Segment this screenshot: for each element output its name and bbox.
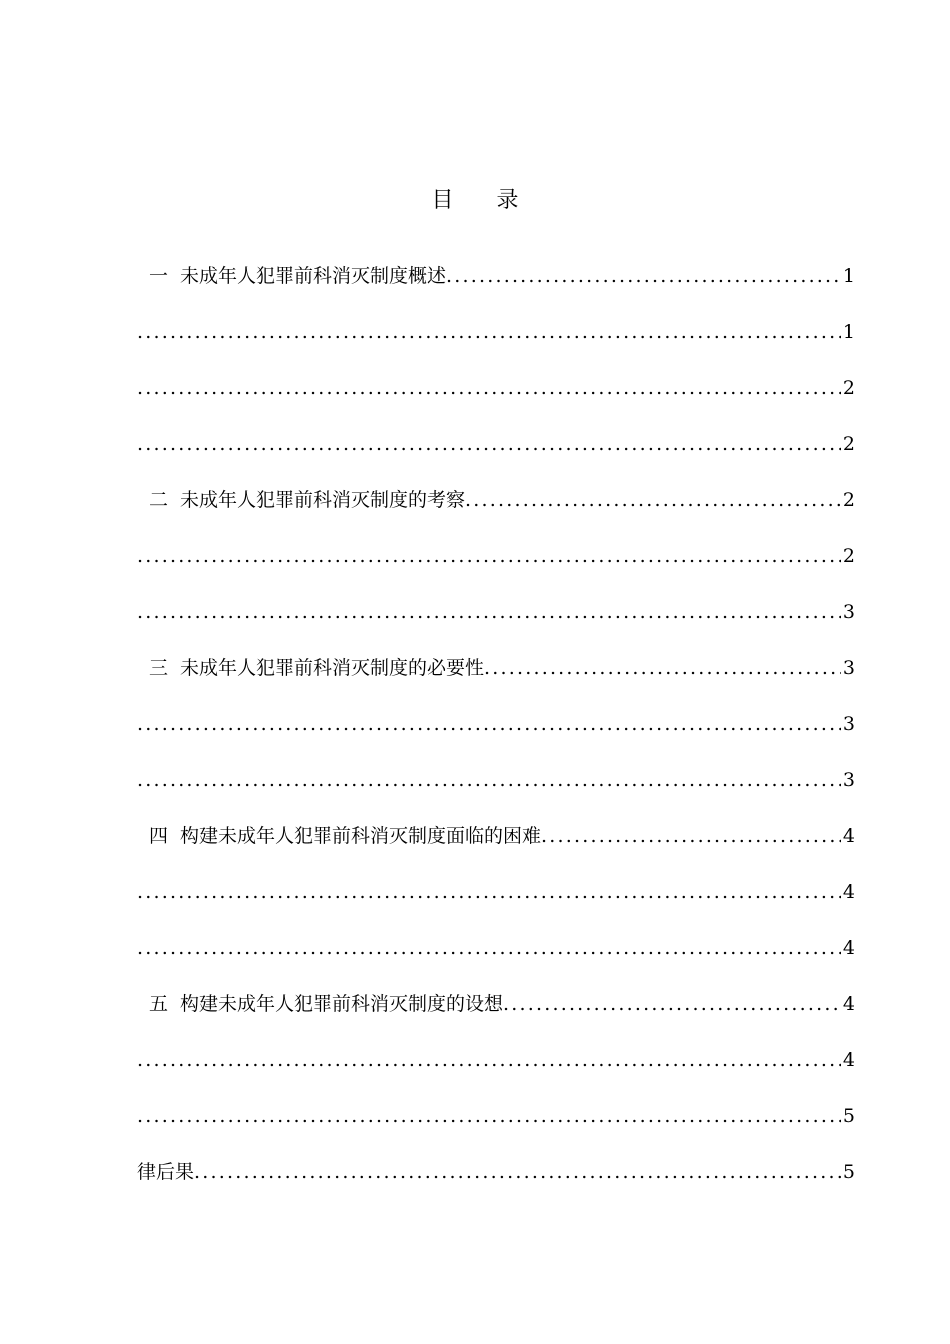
toc-entry-text xyxy=(137,822,541,850)
toc-entry-title: 未成年人犯罪前科消灭制度概述 xyxy=(180,265,447,287)
toc-page-number: 2 xyxy=(842,545,855,567)
toc-entry-number: 一 xyxy=(149,265,169,287)
toc-dot-leader xyxy=(137,542,841,570)
toc-page-number: 2 xyxy=(842,489,855,511)
toc-entry[interactable] xyxy=(137,542,855,598)
toc-dot-leader xyxy=(465,486,841,514)
toc-page-number: 1 xyxy=(842,321,855,343)
toc-page-number: 4 xyxy=(842,881,855,903)
toc-entry[interactable] xyxy=(137,710,855,766)
toc-entry-number: 四 xyxy=(149,825,169,847)
toc-page-number: 3 xyxy=(842,601,855,623)
toc-entry-title: 律后果 xyxy=(137,1161,195,1183)
toc-page-number: 5 xyxy=(842,1161,855,1183)
toc-dot-leader xyxy=(137,1046,841,1074)
toc-entry[interactable] xyxy=(137,486,855,542)
toc-entry-title: 构建未成年人犯罪前科消灭制度面临的困难 xyxy=(180,825,542,847)
toc-entry[interactable] xyxy=(137,934,855,990)
toc-dot-leader xyxy=(503,990,841,1018)
toc-page-number: 3 xyxy=(842,713,855,735)
toc-entry[interactable] xyxy=(137,598,855,654)
toc-entry[interactable] xyxy=(137,654,855,710)
toc-entry[interactable] xyxy=(137,1046,855,1102)
toc-entry[interactable] xyxy=(137,430,855,486)
toc-page-number: 2 xyxy=(842,377,855,399)
toc-page-number: 4 xyxy=(842,993,855,1015)
toc-entry[interactable] xyxy=(137,1158,855,1214)
toc-entry-text xyxy=(137,654,484,682)
toc-entry-title: 未成年人犯罪前科消灭制度的必要性 xyxy=(180,657,485,679)
toc-page-number: 3 xyxy=(842,769,855,791)
toc-dot-leader xyxy=(137,1102,841,1130)
toc-page-number: 2 xyxy=(842,433,855,455)
toc-dot-leader xyxy=(194,1158,841,1186)
toc-entry-title: 构建未成年人犯罪前科消灭制度的设想 xyxy=(180,993,504,1015)
toc-page-number: 5 xyxy=(842,1105,855,1127)
toc-page-number: 4 xyxy=(842,825,855,847)
toc-entry[interactable] xyxy=(137,318,855,374)
toc-entry[interactable] xyxy=(137,990,855,1046)
toc-entry-title: 未成年人犯罪前科消灭制度的考察 xyxy=(180,489,466,511)
toc-dot-leader xyxy=(137,934,841,962)
toc-entry-number: 五 xyxy=(149,993,169,1015)
toc-entry-number: 三 xyxy=(149,657,169,679)
toc-entry-text xyxy=(137,262,446,290)
toc-dot-leader xyxy=(137,766,841,794)
toc-dot-leader xyxy=(137,598,841,626)
toc-page-number: 4 xyxy=(842,937,855,959)
toc-dot-leader xyxy=(137,878,841,906)
toc-dot-leader xyxy=(137,710,841,738)
toc-dot-leader xyxy=(137,318,841,346)
toc-dot-leader xyxy=(446,262,841,290)
toc-entry[interactable] xyxy=(137,374,855,430)
toc-page-number: 3 xyxy=(842,657,855,679)
toc-entry[interactable] xyxy=(137,822,855,878)
toc-page-number: 1 xyxy=(842,265,855,287)
toc-title: 目 录 xyxy=(431,188,537,213)
toc-dot-leader xyxy=(137,430,841,458)
toc-entry[interactable] xyxy=(137,262,855,318)
toc-page-number: 4 xyxy=(842,1049,855,1071)
toc-entry-text xyxy=(137,486,465,514)
toc-list xyxy=(137,262,855,1214)
toc-entry[interactable] xyxy=(137,766,855,822)
toc-dot-leader xyxy=(541,822,841,850)
toc-entry-text xyxy=(137,990,503,1018)
toc-entry[interactable] xyxy=(137,878,855,934)
toc-dot-leader xyxy=(137,374,841,402)
toc-entry[interactable] xyxy=(137,1102,855,1158)
toc-entry-number: 二 xyxy=(149,489,169,511)
toc-dot-leader xyxy=(484,654,841,682)
